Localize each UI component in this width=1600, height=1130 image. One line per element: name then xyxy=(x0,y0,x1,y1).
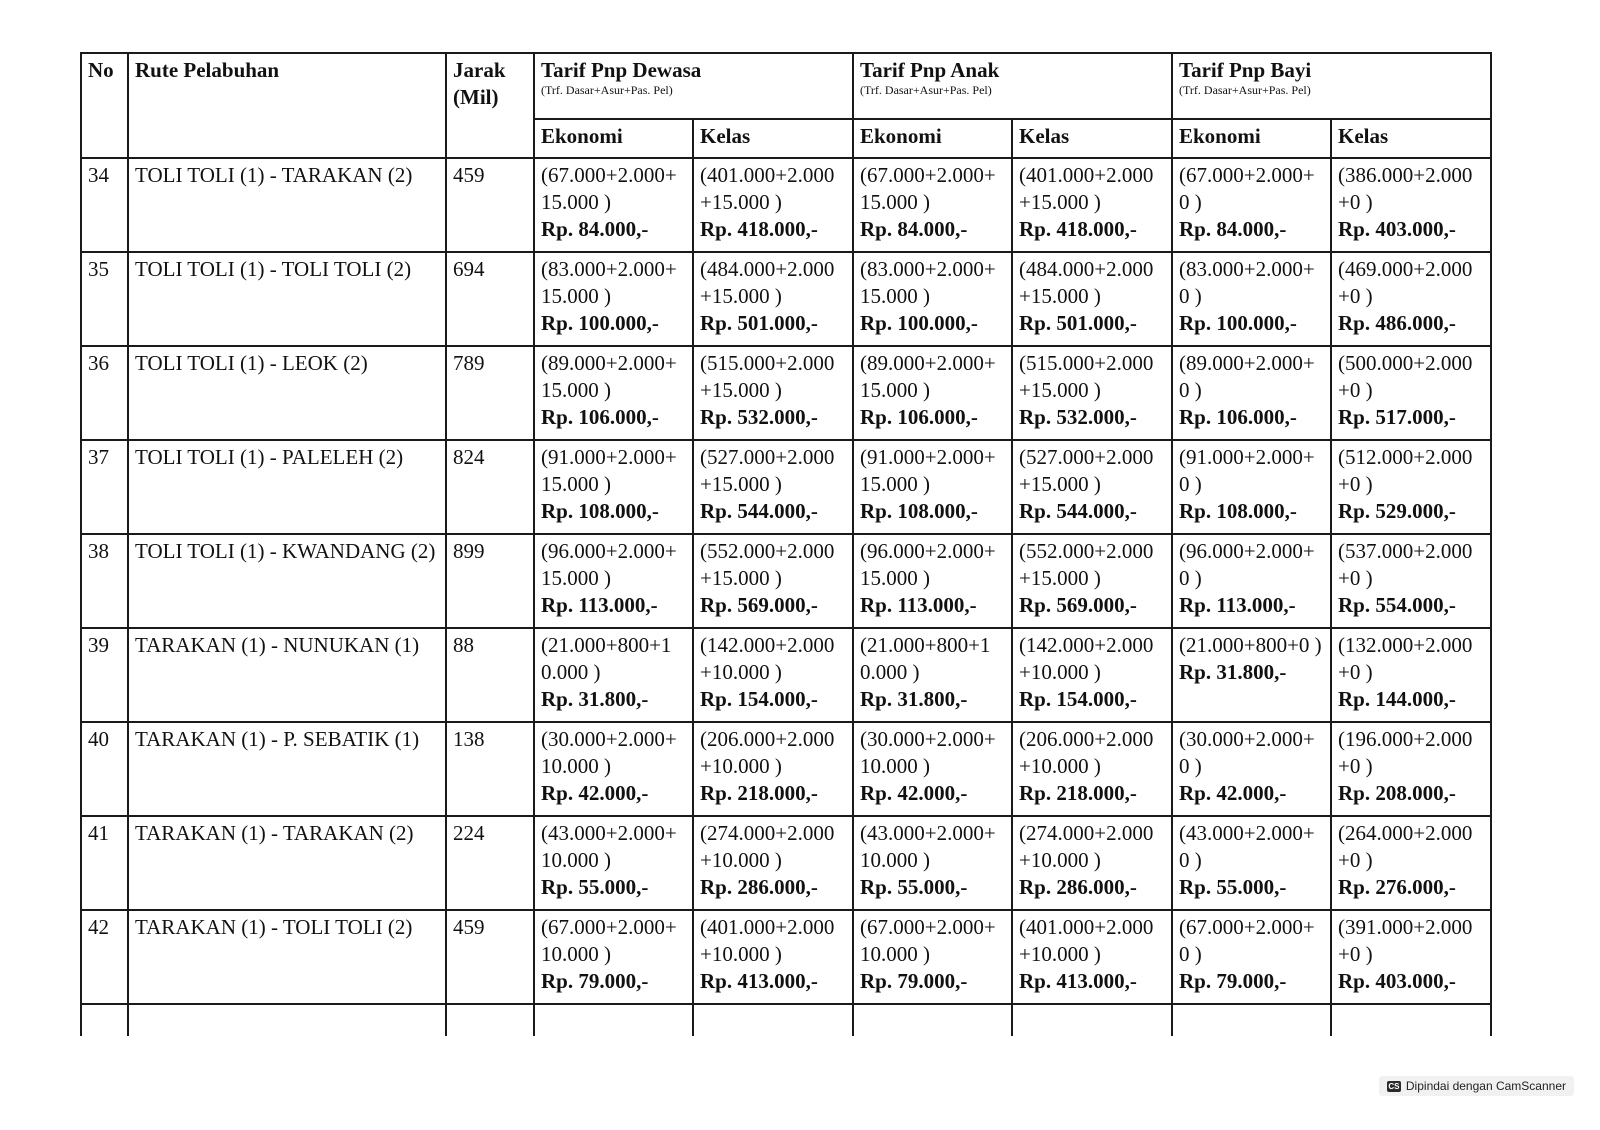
cell-empty xyxy=(1172,1004,1331,1036)
cell-fare xyxy=(1012,722,1172,816)
fare-calc: (21.000+800+1 0.000 ) xyxy=(860,633,991,684)
fare-total: Rp. 113.000,- xyxy=(860,593,977,617)
cell-fare xyxy=(1012,158,1172,252)
camscanner-logo-icon: CS xyxy=(1388,1081,1400,1091)
cell-fare xyxy=(534,252,693,346)
tariff-table xyxy=(80,52,1492,1036)
fare-calc: (401.000+2.000 +15.000 ) xyxy=(700,163,835,214)
fare-total: Rp. 413.000,- xyxy=(700,969,818,993)
fare-total: Rp. 544.000,- xyxy=(1019,499,1137,523)
fare-calc: (21.000+800+0 ) xyxy=(1179,633,1322,657)
cell-no: 35 xyxy=(81,252,128,346)
cell-empty xyxy=(128,1004,446,1036)
header-bayi-title: Tarif Pnp Bayi xyxy=(1179,58,1312,82)
fare-total: Rp. 42.000,- xyxy=(1179,781,1287,805)
subheader-dewasa-ekonomi: Ekonomi xyxy=(534,119,693,158)
fare-calc: (67.000+2.000+ 15.000 ) xyxy=(860,163,996,214)
cell-fare xyxy=(534,534,693,628)
fare-calc: (527.000+2.000 +15.000 ) xyxy=(1019,445,1154,496)
cell-fare xyxy=(534,440,693,534)
table-row xyxy=(81,440,1491,534)
cell-rute: TOLI TOLI (1) - TARAKAN (2) xyxy=(128,158,446,252)
cell-fare xyxy=(1331,910,1491,1004)
cell-fare xyxy=(1012,816,1172,910)
fare-total: Rp. 55.000,- xyxy=(860,875,968,899)
cell-no: 37 xyxy=(81,440,128,534)
cell-jarak: 138 xyxy=(446,722,534,816)
fare-total: Rp. 113.000,- xyxy=(541,593,658,617)
fare-total: Rp. 413.000,- xyxy=(1019,969,1137,993)
cell-rute: TOLI TOLI (1) - TOLI TOLI (2) xyxy=(128,252,446,346)
fare-total: Rp. 55.000,- xyxy=(1179,875,1287,899)
cell-fare xyxy=(693,158,853,252)
fare-calc: (500.000+2.000 +0 ) xyxy=(1338,351,1473,402)
cell-empty xyxy=(693,1004,853,1036)
cell-jarak: 789 xyxy=(446,346,534,440)
cell-fare xyxy=(853,722,1012,816)
fare-calc: (537.000+2.000 +0 ) xyxy=(1338,539,1473,590)
cell-no: 39 xyxy=(81,628,128,722)
fare-total: Rp. 218.000,- xyxy=(1019,781,1137,805)
fare-calc: (91.000+2.000+ 0 ) xyxy=(1179,445,1315,496)
cell-jarak: 88 xyxy=(446,628,534,722)
fare-calc: (484.000+2.000 +15.000 ) xyxy=(1019,257,1154,308)
cell-fare xyxy=(853,816,1012,910)
cell-fare xyxy=(1331,722,1491,816)
cell-fare xyxy=(1172,252,1331,346)
camscanner-watermark xyxy=(1379,1076,1574,1096)
fare-total: Rp. 544.000,- xyxy=(700,499,818,523)
cell-fare xyxy=(693,910,853,1004)
fare-calc: (552.000+2.000 +15.000 ) xyxy=(1019,539,1154,590)
cell-fare xyxy=(1172,628,1331,722)
header-bayi xyxy=(1172,53,1491,119)
fare-total: Rp. 276.000,- xyxy=(1338,875,1456,899)
table-row xyxy=(81,910,1491,1004)
cell-fare xyxy=(1172,910,1331,1004)
fare-calc: (91.000+2.000+ 15.000 ) xyxy=(541,445,677,496)
header-anak-note: (Trf. Dasar+Asur+Pas. Pel) xyxy=(860,83,992,97)
fare-calc: (552.000+2.000 +15.000 ) xyxy=(700,539,835,590)
fare-total: Rp. 84.000,- xyxy=(860,217,968,241)
cell-no: 40 xyxy=(81,722,128,816)
header-row xyxy=(81,53,1491,119)
fare-total: Rp. 106.000,- xyxy=(541,405,659,429)
cell-rute: TOLI TOLI (1) - PALELEH (2) xyxy=(128,440,446,534)
fare-total: Rp. 286.000,- xyxy=(700,875,818,899)
cell-empty xyxy=(1331,1004,1491,1036)
cell-jarak: 224 xyxy=(446,816,534,910)
fare-total: Rp. 84.000,- xyxy=(541,217,649,241)
fare-calc: (206.000+2.000 +10.000 ) xyxy=(1019,727,1154,778)
cell-fare xyxy=(1172,722,1331,816)
fare-total: Rp. 108.000,- xyxy=(541,499,659,523)
fare-calc: (67.000+2.000+ 10.000 ) xyxy=(860,915,996,966)
fare-total: Rp. 106.000,- xyxy=(1179,405,1297,429)
cell-fare xyxy=(853,440,1012,534)
fare-total: Rp. 42.000,- xyxy=(541,781,649,805)
cell-no: 38 xyxy=(81,534,128,628)
fare-total: Rp. 403.000,- xyxy=(1338,217,1456,241)
fare-total: Rp. 100.000,- xyxy=(860,311,978,335)
fare-calc: (89.000+2.000+ 15.000 ) xyxy=(541,351,677,402)
cell-fare xyxy=(693,628,853,722)
cell-rute: TARAKAN (1) - NUNUKAN (1) xyxy=(128,628,446,722)
fare-calc: (274.000+2.000 +10.000 ) xyxy=(1019,821,1154,872)
cell-fare xyxy=(853,158,1012,252)
cell-no: 42 xyxy=(81,910,128,1004)
cell-fare xyxy=(534,346,693,440)
cell-fare xyxy=(693,252,853,346)
fare-calc: (67.000+2.000+ 0 ) xyxy=(1179,163,1315,214)
fare-calc: (264.000+2.000 +0 ) xyxy=(1338,821,1473,872)
header-rute: Rute Pelabuhan xyxy=(128,53,446,158)
fare-total: Rp. 31.800,- xyxy=(1179,660,1287,684)
cell-fare xyxy=(534,722,693,816)
cell-rute: TOLI TOLI (1) - LEOK (2) xyxy=(128,346,446,440)
fare-calc: (512.000+2.000 +0 ) xyxy=(1338,445,1473,496)
cell-fare xyxy=(1331,346,1491,440)
subheader-anak-ekonomi: Ekonomi xyxy=(853,119,1012,158)
fare-calc: (83.000+2.000+ 15.000 ) xyxy=(860,257,996,308)
cell-no: 36 xyxy=(81,346,128,440)
cell-no: 34 xyxy=(81,158,128,252)
fare-calc: (401.000+2.000 +15.000 ) xyxy=(1019,163,1154,214)
table-row xyxy=(81,816,1491,910)
cell-fare xyxy=(853,910,1012,1004)
fare-calc: (67.000+2.000+ 10.000 ) xyxy=(541,915,677,966)
fare-calc: (401.000+2.000 +10.000 ) xyxy=(700,915,835,966)
fare-calc: (89.000+2.000+ 15.000 ) xyxy=(860,351,996,402)
header-no: No xyxy=(81,53,128,158)
header-jarak: Jarak (Mil) xyxy=(446,53,534,158)
fare-total: Rp. 418.000,- xyxy=(700,217,818,241)
fare-total: Rp. 100.000,- xyxy=(541,311,659,335)
cell-fare xyxy=(693,346,853,440)
fare-calc: (515.000+2.000 +15.000 ) xyxy=(700,351,835,402)
cell-fare xyxy=(1172,158,1331,252)
cell-fare xyxy=(853,252,1012,346)
cell-fare xyxy=(1331,628,1491,722)
fare-total: Rp. 84.000,- xyxy=(1179,217,1287,241)
cell-fare xyxy=(534,816,693,910)
fare-calc: (30.000+2.000+ 10.000 ) xyxy=(541,727,677,778)
fare-total: Rp. 108.000,- xyxy=(1179,499,1297,523)
cell-fare xyxy=(1331,252,1491,346)
fare-total: Rp. 554.000,- xyxy=(1338,593,1456,617)
fare-total: Rp. 286.000,- xyxy=(1019,875,1137,899)
cell-fare xyxy=(1172,816,1331,910)
cell-fare xyxy=(693,722,853,816)
fare-calc: (484.000+2.000 +15.000 ) xyxy=(700,257,835,308)
cell-fare xyxy=(853,628,1012,722)
cell-empty xyxy=(81,1004,128,1036)
fare-calc: (132.000+2.000 +0 ) xyxy=(1338,633,1473,684)
header-dewasa xyxy=(534,53,853,119)
cell-fare xyxy=(1012,628,1172,722)
fare-calc: (83.000+2.000+ 0 ) xyxy=(1179,257,1315,308)
header-dewasa-note: (Trf. Dasar+Asur+Pas. Pel) xyxy=(541,83,673,97)
fare-total: Rp. 418.000,- xyxy=(1019,217,1137,241)
fare-total: Rp. 501.000,- xyxy=(1019,311,1137,335)
fare-total: Rp. 154.000,- xyxy=(1019,687,1137,711)
fare-calc: (43.000+2.000+ 10.000 ) xyxy=(541,821,677,872)
fare-calc: (91.000+2.000+ 15.000 ) xyxy=(860,445,996,496)
table-row xyxy=(81,534,1491,628)
fare-total: Rp. 79.000,- xyxy=(1179,969,1287,993)
cell-empty xyxy=(853,1004,1012,1036)
cell-fare xyxy=(693,440,853,534)
cell-fare xyxy=(1172,534,1331,628)
cell-fare xyxy=(1331,816,1491,910)
fare-total: Rp. 79.000,- xyxy=(860,969,968,993)
cell-rute: TOLI TOLI (1) - KWANDANG (2) xyxy=(128,534,446,628)
cell-rute: TARAKAN (1) - P. SEBATIK (1) xyxy=(128,722,446,816)
table-row xyxy=(81,346,1491,440)
fare-calc: (96.000+2.000+ 0 ) xyxy=(1179,539,1315,590)
cell-rute: TARAKAN (1) - TARAKAN (2) xyxy=(128,816,446,910)
fare-total: Rp. 113.000,- xyxy=(1179,593,1296,617)
fare-total: Rp. 529.000,- xyxy=(1338,499,1456,523)
fare-total: Rp. 486.000,- xyxy=(1338,311,1456,335)
fare-total: Rp. 569.000,- xyxy=(700,593,818,617)
header-bayi-note: (Trf. Dasar+Asur+Pas. Pel) xyxy=(1179,83,1311,97)
fare-total: Rp. 106.000,- xyxy=(860,405,978,429)
fare-total: Rp. 31.800,- xyxy=(541,687,649,711)
fare-calc: (43.000+2.000+ 10.000 ) xyxy=(860,821,996,872)
cell-fare xyxy=(1012,534,1172,628)
fare-total: Rp. 108.000,- xyxy=(860,499,978,523)
cell-fare xyxy=(1331,534,1491,628)
subheader-dewasa-kelas: Kelas xyxy=(693,119,853,158)
fare-total: Rp. 144.000,- xyxy=(1338,687,1456,711)
fare-total: Rp. 100.000,- xyxy=(1179,311,1297,335)
fare-total: Rp. 42.000,- xyxy=(860,781,968,805)
fare-calc: (30.000+2.000+ 0 ) xyxy=(1179,727,1315,778)
cell-empty xyxy=(534,1004,693,1036)
fare-calc: (142.000+2.000 +10.000 ) xyxy=(1019,633,1154,684)
fare-calc: (67.000+2.000+ 15.000 ) xyxy=(541,163,677,214)
fare-calc: (527.000+2.000 +15.000 ) xyxy=(700,445,835,496)
cell-jarak: 459 xyxy=(446,158,534,252)
fare-calc: (43.000+2.000+ 0 ) xyxy=(1179,821,1315,872)
cell-fare xyxy=(853,346,1012,440)
cell-fare xyxy=(853,534,1012,628)
tariff-document xyxy=(80,52,1492,1036)
fare-calc: (96.000+2.000+ 15.000 ) xyxy=(860,539,996,590)
cell-fare xyxy=(693,534,853,628)
table-row xyxy=(81,252,1491,346)
cell-rute: TARAKAN (1) - TOLI TOLI (2) xyxy=(128,910,446,1004)
fare-calc: (469.000+2.000 +0 ) xyxy=(1338,257,1473,308)
cell-jarak: 899 xyxy=(446,534,534,628)
cell-fare xyxy=(1012,346,1172,440)
fare-total: Rp. 532.000,- xyxy=(700,405,818,429)
cell-fare xyxy=(1012,910,1172,1004)
header-anak xyxy=(853,53,1172,119)
fare-total: Rp. 501.000,- xyxy=(700,311,818,335)
cell-jarak: 459 xyxy=(446,910,534,1004)
fare-calc: (83.000+2.000+ 15.000 ) xyxy=(541,257,677,308)
table-body xyxy=(81,158,1491,1036)
table-row-cutoff xyxy=(81,1004,1491,1036)
table-row xyxy=(81,628,1491,722)
cell-fare xyxy=(534,628,693,722)
header-anak-title: Tarif Pnp Anak xyxy=(860,58,1000,82)
fare-total: Rp. 218.000,- xyxy=(700,781,818,805)
fare-calc: (21.000+800+1 0.000 ) xyxy=(541,633,672,684)
cell-fare xyxy=(1172,440,1331,534)
fare-calc: (274.000+2.000 +10.000 ) xyxy=(700,821,835,872)
cell-empty xyxy=(446,1004,534,1036)
fare-total: Rp. 31.800,- xyxy=(860,687,968,711)
fare-total: Rp. 532.000,- xyxy=(1019,405,1137,429)
fare-calc: (67.000+2.000+ 0 ) xyxy=(1179,915,1315,966)
fare-total: Rp. 79.000,- xyxy=(541,969,649,993)
fare-calc: (401.000+2.000 +10.000 ) xyxy=(1019,915,1154,966)
subheader-anak-kelas: Kelas xyxy=(1012,119,1172,158)
cell-jarak: 694 xyxy=(446,252,534,346)
fare-total: Rp. 569.000,- xyxy=(1019,593,1137,617)
subheader-bayi-kelas: Kelas xyxy=(1331,119,1491,158)
fare-total: Rp. 403.000,- xyxy=(1338,969,1456,993)
fare-total: Rp. 55.000,- xyxy=(541,875,649,899)
subheader-bayi-ekonomi: Ekonomi xyxy=(1172,119,1331,158)
fare-calc: (391.000+2.000 +0 ) xyxy=(1338,915,1473,966)
fare-calc: (196.000+2.000 +0 ) xyxy=(1338,727,1473,778)
cell-empty xyxy=(1012,1004,1172,1036)
fare-calc: (515.000+2.000 +15.000 ) xyxy=(1019,351,1154,402)
cell-no: 41 xyxy=(81,816,128,910)
fare-calc: (96.000+2.000+ 15.000 ) xyxy=(541,539,677,590)
cell-fare xyxy=(1172,346,1331,440)
fare-calc: (206.000+2.000 +10.000 ) xyxy=(700,727,835,778)
cell-fare xyxy=(534,158,693,252)
cell-fare xyxy=(1331,158,1491,252)
cell-jarak: 824 xyxy=(446,440,534,534)
fare-total: Rp. 154.000,- xyxy=(700,687,818,711)
cell-fare xyxy=(693,816,853,910)
table-row xyxy=(81,158,1491,252)
cell-fare xyxy=(1012,440,1172,534)
camscanner-text: Dipindai dengan CamScanner xyxy=(1405,1079,1566,1093)
fare-calc: (142.000+2.000 +10.000 ) xyxy=(700,633,835,684)
fare-total: Rp. 517.000,- xyxy=(1338,405,1456,429)
fare-calc: (30.000+2.000+ 10.000 ) xyxy=(860,727,996,778)
header-dewasa-title: Tarif Pnp Dewasa xyxy=(541,58,702,82)
cell-fare xyxy=(1012,252,1172,346)
cell-fare xyxy=(534,910,693,1004)
fare-total: Rp. 208.000,- xyxy=(1338,781,1456,805)
fare-calc: (89.000+2.000+ 0 ) xyxy=(1179,351,1315,402)
fare-calc: (386.000+2.000 +0 ) xyxy=(1338,163,1473,214)
table-row xyxy=(81,722,1491,816)
cell-fare xyxy=(1331,440,1491,534)
